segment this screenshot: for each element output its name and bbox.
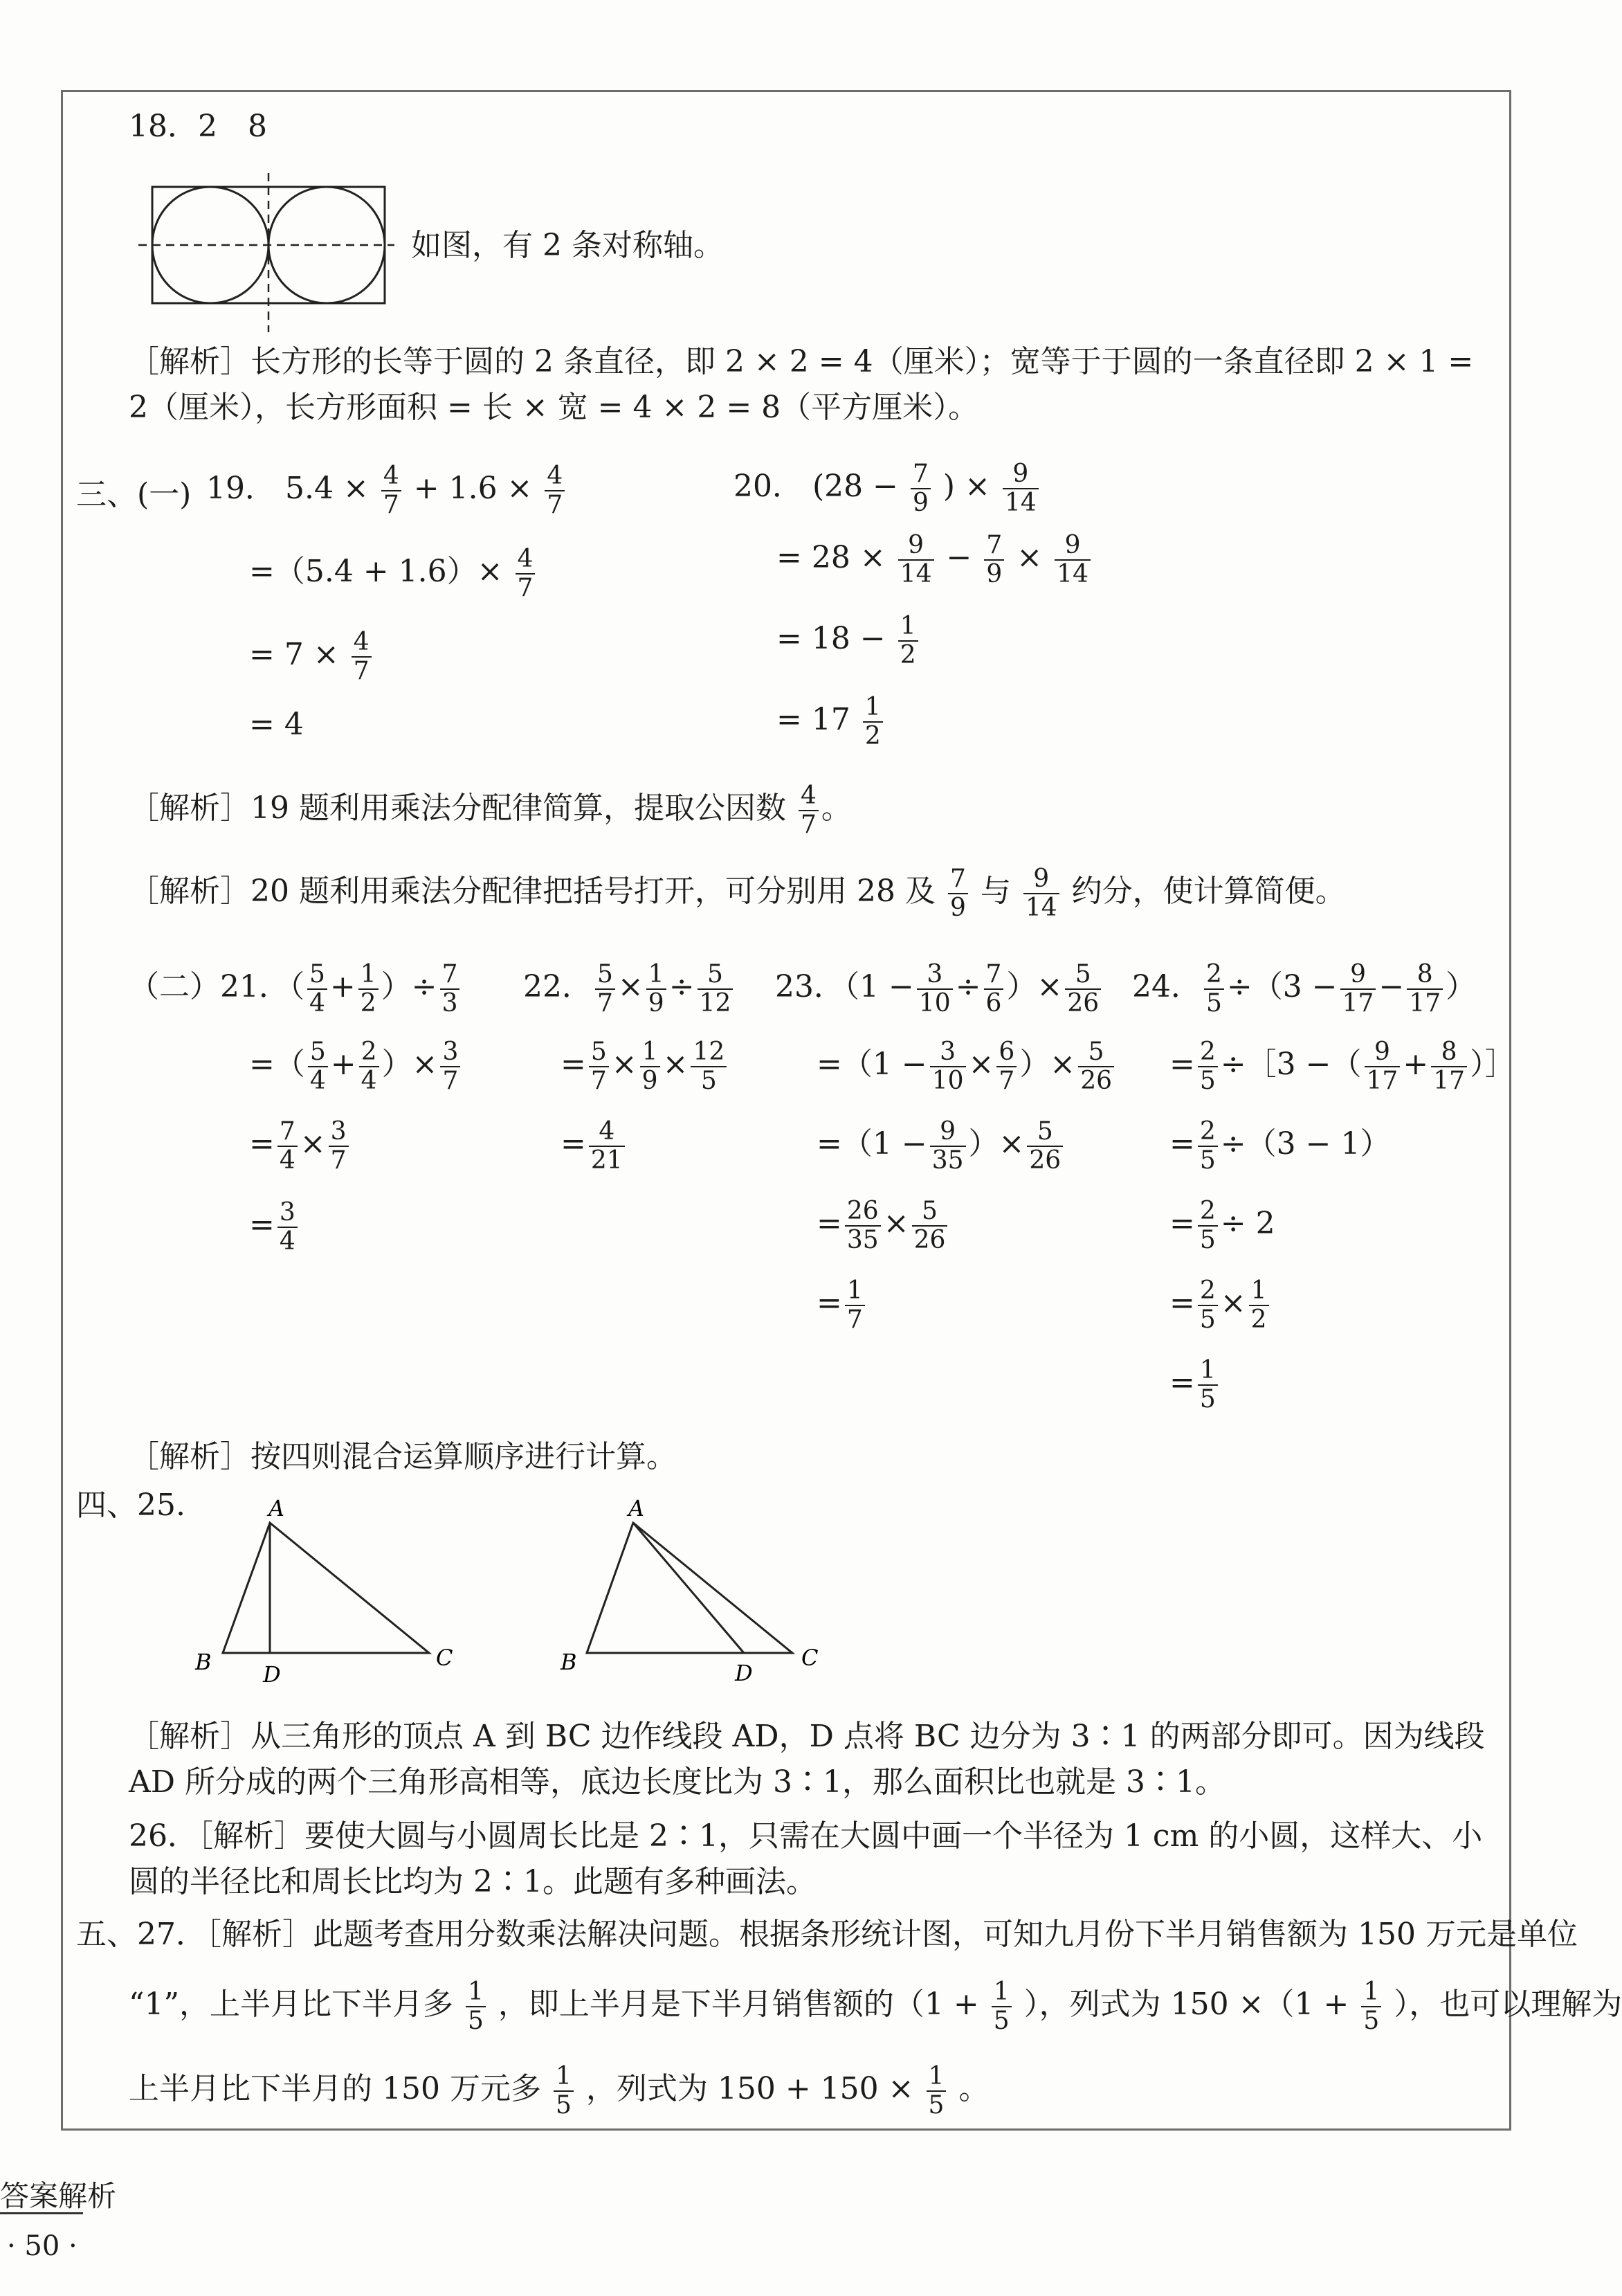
vertex-a: A [268, 1495, 285, 1521]
q19-line3: = 7 × $\frac{4}{7}$ [249, 629, 374, 685]
q23-step3: = $\frac{26}{35}$ × $\frac{5}{26}$ [817, 1197, 950, 1254]
vertex-a: A [628, 1495, 645, 1521]
fraction: $\frac{4}{7}$ [799, 782, 819, 838]
q24-step4: = $\frac{2}{5}$ × $\frac{1}{2}$ [1169, 1277, 1272, 1333]
fraction: $\frac{4}{7}$ [381, 462, 401, 518]
q27-line2: “1”，上半月比下半月多 $\frac{1}{5}$ ，即上半月是下半月销售额的（1 + $\frac{1}{5}$ ），列式为 150 ×（1 + $\frac{1}{5}$ ），也可以理解为 [129, 1978, 1622, 2035]
page-number: · 50 · [7, 2230, 78, 2262]
fraction: $\frac{9}{14}$ [1003, 460, 1039, 516]
q20-line2: = 28 × $\frac{9}{14}$ − $\frac{7}{9}$ × $\frac{9}{14}$ [776, 532, 1093, 588]
q25-analysis: ［解析］从三角形的顶点 A 到 BC 边作线段 AD，D 点将 BC 边分为 3∶1 的两部分即可。因为线段 AD 所分成的两个三角形高相等，底边长度比为 3∶1，那么面积比也就是 3∶1。 [129, 1719, 1485, 1800]
q18-figure-caption: 如图，有 2 条对称轴。 [411, 228, 724, 263]
q23-block: 23．（1 − $\frac{3}{10}$ ÷ $\frac{7}{6}$ ）× $\frac{5}{26}$ [775, 961, 1104, 1017]
fraction: $\frac{4}{7}$ [545, 462, 565, 518]
q27-line3: 上半月比下半月的 150 万元多 $\frac{1}{5}$ ，列式为 150 + 150 × $\frac{1}{5}$ 。 [129, 2062, 990, 2119]
mixed-analysis: ［解析］按四则混合运算顺序进行计算。 [129, 1439, 677, 1474]
fraction: $\frac{9}{14}$ [898, 532, 934, 588]
q21-step1: =（ $\frac{5}{4}$ + $\frac{2}{4}$ ）× $\frac{3}{7}$ [249, 1038, 463, 1094]
q19-line1: 19． 5.4 × $\frac{4}{7}$ + 1.6 × $\frac{4}{7}$ [206, 462, 567, 518]
q21-step2: = $\frac{7}{4}$ × $\frac{3}{7}$ [249, 1118, 352, 1174]
q20-line4: = 17 $\frac{1}{2}$ [776, 694, 886, 750]
vertex-d: D [735, 1660, 753, 1686]
q19-analysis: ［解析］19 题利用乘法分配律简算，提取公因数 $\frac{4}{7}$ 。 [129, 781, 852, 839]
fraction: $\frac{4}{7}$ [516, 545, 536, 602]
q22-step1: = $\frac{5}{7}$ × $\frac{1}{9}$ × $\frac{12}{5}$ [561, 1038, 729, 1094]
footer-rule [0, 2212, 83, 2214]
q20-analysis: ［解析］20 题利用乘法分配律把括号打开，可分别用 28 及 $\frac{7}{9}$ 与 $\frac{9}{14}$ 约分，使计算简便。 [129, 865, 1346, 922]
two-circles-figure [138, 173, 394, 332]
triangle-figure-1 [187, 1488, 477, 1689]
q24-step5: = $\frac{1}{5}$ [1169, 1357, 1221, 1413]
footer-label: 答案解析 [0, 2179, 117, 2213]
fraction: $\frac{7}{9}$ [984, 532, 1004, 588]
q22-step2: = $\frac{4}{21}$ [561, 1118, 628, 1174]
fraction: $\frac{1}{2}$ [863, 694, 883, 750]
q20-line3: = 18 − $\frac{1}{2}$ [776, 613, 921, 669]
q26-analysis: 26．［解析］要使大圆与小圆周长比是 2∶1，只需在大圆中画一个半径为 1 cm 的小圆，这样大、小圆的半径比和周长比均为 2∶1。此题有多种画法。 [129, 1818, 1483, 1899]
q27-line1: 五、27．［解析］此题考查用分数乘法解决问题。根据条形统计图，可知九月份下半月销售额为 150 万元是单位 [76, 1917, 1578, 1952]
q24-step1: = $\frac{2}{5}$ ÷［3 −（ $\frac{9}{17}$ + $\frac{8}{17}$ ）］ [1169, 1038, 1515, 1095]
fraction: $\frac{7}{9}$ [911, 460, 931, 516]
q18-analysis: ［解析］长方形的长等于圆的 2 条直径，即 2 × 2 = 4（厘米）；宽等于于圆的一条直径即 2 × 1 = 2（厘米），长方形面积 = 长 × 宽 = 4 × 2 = 8（平方厘米）。 [129, 344, 1474, 425]
q21-step3: = $\frac{3}{4}$ [249, 1199, 300, 1255]
q21-block: （二）21．（ $\frac{5}{4}$ + $\frac{1}{2}$ ）÷ $\frac{7}{3}$ [129, 961, 462, 1017]
vertex-c: C [801, 1645, 819, 1671]
fraction: $\frac{4}{7}$ [352, 629, 372, 685]
q18-answer: 18．2 8 [129, 109, 267, 144]
q19-line4: = 4 [249, 707, 304, 742]
vertex-d: D [263, 1661, 281, 1688]
q24-block: 24． $\frac{2}{5}$ ÷（3 − $\frac{9}{17}$ − $\frac{8}{17}$ ） [1132, 960, 1477, 1018]
q23-step2: =（1 − $\frac{9}{35}$ ）× $\frac{5}{26}$ [817, 1118, 1066, 1174]
section4-label: 四、25. [76, 1488, 185, 1523]
fraction: $\frac{9}{14}$ [1055, 532, 1091, 588]
fraction: $\frac{1}{2}$ [898, 613, 918, 669]
triangle-figure-2 [554, 1488, 844, 1689]
q20-line1: 20． (28 − $\frac{7}{9}$ ) × $\frac{9}{14}$ [733, 460, 1041, 516]
vertex-b: B [195, 1649, 212, 1675]
q23-step4: = $\frac{1}{7}$ [817, 1277, 868, 1333]
vertex-b: B [561, 1649, 577, 1675]
vertex-c: C [436, 1645, 453, 1671]
fraction: $\frac{9}{14}$ [1023, 865, 1059, 921]
q24-step3: = $\frac{2}{5}$ ÷ 2 [1169, 1197, 1275, 1254]
q22-block: 22． $\frac{5}{7}$ × $\frac{1}{9}$ ÷ $\frac{5}{12}$ [523, 961, 736, 1017]
q23-step1: =（1 − $\frac{3}{10}$ × $\frac{6}{7}$ ）× $\frac{5}{26}$ [817, 1038, 1117, 1094]
q24-step2: = $\frac{2}{5}$ ÷（3 − 1） [1169, 1117, 1391, 1175]
fraction: $\frac{7}{9}$ [948, 865, 968, 921]
section3-part1-label: 三、(一) [76, 477, 192, 512]
q19-line2: =（5.4 + 1.6）× $\frac{4}{7}$ [249, 545, 538, 602]
